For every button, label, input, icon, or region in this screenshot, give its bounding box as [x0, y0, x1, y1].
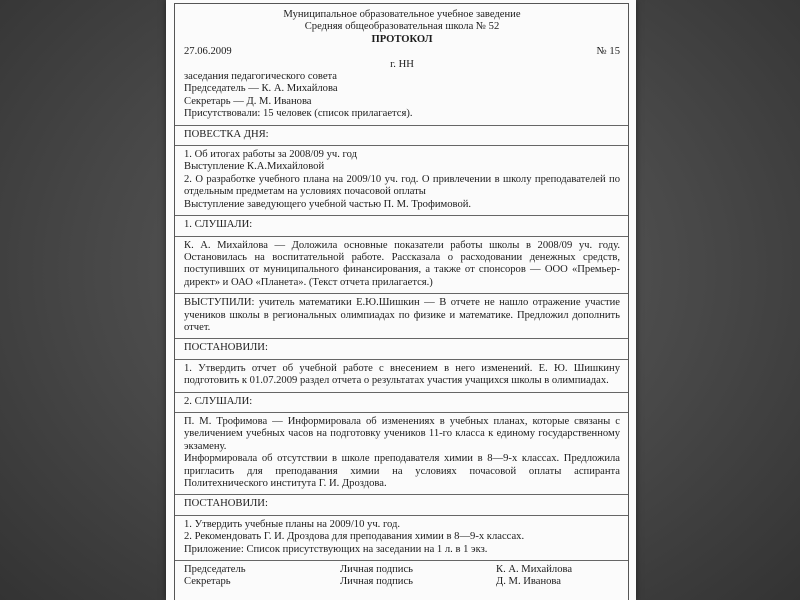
- divider: [175, 293, 628, 294]
- divider: [175, 560, 628, 561]
- section2-heard-heading: 2. СЛУШАЛИ:: [184, 395, 253, 407]
- section2-heard-text: П. М. Трофимова — Информировала об изменениях в учебных планах, которые связаны с увеличением учебных часов на подготовку учеников 11-го класса к единому государственному экзамену.: [184, 415, 620, 452]
- agenda-item-1: 1. Об итогах работы за 2008/09 уч. год: [184, 149, 357, 161]
- section2-heard-text-2: Информировала об отсутствии в школе преподавателя химии в 8—9-х классах. Предложила пригласить для преподавания химии на условиях почасовой оплаты аспиранта Политехнического института Г. И. Дроздова.: [184, 453, 620, 489]
- document-frame: [174, 3, 629, 600]
- org-name-line1: Муниципальное образовательное учебное заведение: [283, 9, 521, 20]
- divider: [175, 338, 628, 339]
- section1-spoke-text: ВЫСТУПИЛИ: учитель математики Е.Ю.Шишкин — В отчете не нашло отражение участие учеников школы в региональных олимпиадах по физике и математике. Предложил дополнить отчет.: [184, 297, 620, 333]
- divider: [175, 412, 628, 413]
- meeting-subject: заседания педагогического совета: [184, 71, 337, 83]
- agenda-item-2: 2. О разработке учебного плана на 2009/10 уч. год. О привлечении в школу преподавателей по отдельным предметам на условиях почасовой оплаты: [184, 173, 620, 198]
- divider: [175, 359, 628, 360]
- section2-decided-2: 2. Рекомендовать Г. И. Дроздова для преподавания химии в 8—9-х классах.: [184, 531, 525, 543]
- section1-decided-heading: ПОСТАНОВИЛИ:: [184, 342, 268, 354]
- signature-block: [184, 564, 620, 589]
- section1-heard-heading: 1. СЛУШАЛИ:: [184, 219, 253, 231]
- secretary-line: Секретарь — Д. М. Иванова: [184, 95, 312, 107]
- agenda-item-2-speaker: Выступление заведующего учебной частью П. М. Трофимовой.: [184, 198, 472, 210]
- chair-role: Председатель: [184, 564, 246, 576]
- divider: [175, 494, 628, 495]
- org-name-line2: Средняя общеобразовательная школа № 52: [304, 21, 500, 33]
- divider: [175, 145, 628, 146]
- date-number-row: [184, 46, 620, 58]
- document-number: № 15: [596, 46, 620, 58]
- attachment-line: Приложение: Список присутствующих на заседании на 1 л. в 1 экз.: [184, 543, 488, 555]
- divider: [175, 125, 628, 126]
- divider: [175, 236, 628, 237]
- divider: [175, 392, 628, 393]
- document-title: ПРОТОКОЛ: [371, 33, 433, 45]
- document-date: 27.06.2009: [184, 46, 232, 58]
- document-city: г. НН: [390, 58, 414, 70]
- secretary-role: Секретарь: [184, 576, 231, 588]
- present-line: Присутствовали: 15 человек (список прилагается).: [184, 108, 413, 120]
- divider: [175, 215, 628, 216]
- chair-line: Председатель — К. А. Михайлова: [184, 83, 338, 95]
- section1-heard-text: К. А. Михайлова — Доложила основные показатели работы школы в 2008/09 уч. году. Остановилась на воспитательной работе. Рассказала о расходовании денежных средств, поступивших от муниципального финансирования, а также от спонсоров — ООО «Премьер-директ» и ОАО «Планета». (Текст отчета прилагается.): [184, 239, 620, 288]
- secretary-name: Д. М. Иванова: [496, 576, 561, 588]
- section2-decided-heading: ПОСТАНОВИЛИ:: [184, 498, 268, 510]
- agenda-item-1-speaker: Выступление К.А.Михайловой: [184, 161, 325, 173]
- chair-name: К. А. Михайлова: [496, 564, 573, 576]
- secretary-signature: Личная подпись: [340, 576, 413, 588]
- document-page: [166, 0, 636, 600]
- section2-decided-1: 1. Утвердить учебные планы на 2009/10 уч. год.: [184, 518, 401, 530]
- chair-signature: Личная подпись: [340, 564, 413, 576]
- section1-decided-text: 1. Утвердить отчет об учебной работе с внесением в него изменений. Е. Ю. Шишкину подготовить к 01.07.2009 раздел отчета о результатах участия учащихся школы в олимпиадах.: [184, 362, 620, 387]
- agenda-heading: ПОВЕСТКА ДНЯ:: [184, 128, 269, 140]
- divider: [175, 515, 628, 516]
